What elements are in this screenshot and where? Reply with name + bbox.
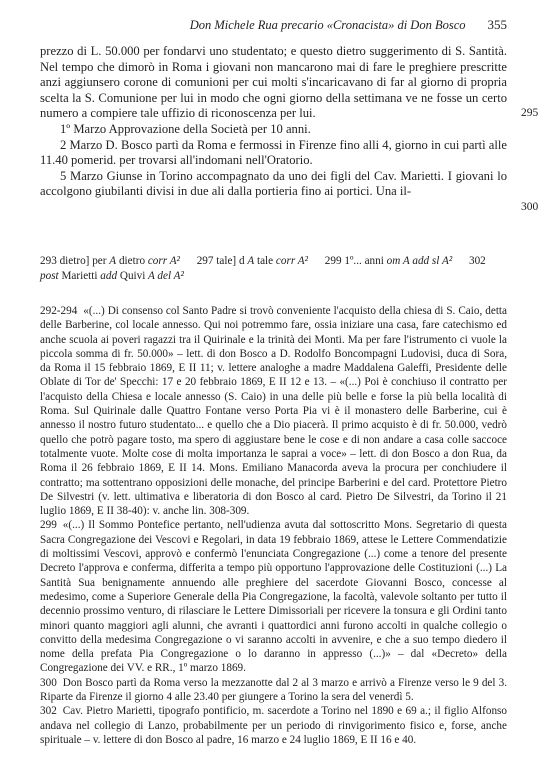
- note-text: Don Bosco partì da Roma verso la mezzanotte dal 2 al 3 marzo e arrivò a Firenze verso le 9 del 3. Riparte da Firenze il giorno 4 alle 23.40 per giungere a Torino la sera del venerdì 5.: [40, 676, 507, 704]
- line-number: 295: [521, 107, 539, 119]
- main-paragraph: prezzo di L. 50.000 per fondarvi uno studentato; e questo dietro suggerimento di S. Santità. Nel tempo che dimorò in Roma i giovani non mancarono mai di fare le preghiere prescritte anzi aggiunsero corone di comunioni per cui molti s'incaricavano di far al giorno di propria scelta la S. Comunione per lui in modo che ogni giorno della settimana ve ne fosse un certo numero a compiere tale uffizio di riconoscenza per lui.: [40, 44, 507, 121]
- note-paragraph: [40, 304, 507, 518]
- main-text: [40, 44, 507, 200]
- note-ref: 292-294: [40, 305, 78, 317]
- running-title: Don Michele Rua precario «Cronacista» di Don Bosco: [189, 18, 466, 32]
- apparatus-entry: 302 post Marietti add Quivi A del A²: [40, 255, 486, 282]
- main-paragraph: 2 Marzo D. Bosco partì da Roma e fermossi in Firenze fino alli 4, giorno in cui partì alle 11.40 pomerid. per trovarsi all'indomani nell'Oratorio.: [40, 137, 507, 168]
- note-ref: 299: [40, 519, 57, 532]
- main-paragraph: 1º Marzo Approvazione della Società per 10 anni.: [60, 121, 311, 136]
- line-number: 300: [521, 201, 539, 213]
- apparatus-entry: 293 dietro] per A dietro corr A²: [40, 255, 180, 267]
- apparatus-entry: 299 1º... anni om A add sl A²: [324, 255, 453, 267]
- apparatus-entry: 297 tale] d A tale corr A²: [196, 255, 308, 267]
- historical-notes: [40, 304, 507, 747]
- note-paragraph: [40, 704, 507, 747]
- note-ref: 302: [40, 705, 57, 718]
- note-text: «(...) Di consenso col Santo Padre si trovò conveniente l'acquisto della chiesa di S. Caio, detta delle Barberine, col locale annesso. Qui noi potremmo fare, ossia iniziare una casa, fare catechismo ed anche scuola ai poveri ragazzi tra il Quirinale e la trinità dei Monti. Ma per fare l'istrumento ci vuole la piccola somma di fr. 50.000» – lett. di don Bosco a D. Rodolfo Boncompagni Ludovisi, duca di Sora, da Roma il 15 febbraio 1869, E II 11; v. lettere analoghe a madre Maddalena Galeffi, Presidente delle Oblate di Tor de' Specchi: 17 e 20 febbraio 1869, E II 12 e 13. – «(...) Poi è conchiuso il contratto per l'acquisto della Chiesa e locale annesso (S. Caio) in una delle più belle e forse la più bella località di Roma. Sul Quirinale dalle Quattro Fontane verso Porta Pia vi è il monastero delle Barberine, cui è annesso il nostro futuro studentato... e quello che a Dio piacerà. Il primo acquisto è di fr. 50.000, vedrò quello che potrò pagare tosto, ma spero di aggiustare bene le cose e di non andare a casa colle saccoce totalmente vuote. Molte cose di molta importanza le saprai a voce» – lett. di don Bosco a don Rua, da Roma il 26 febbraio 1869, E II 14. Mons. Emiliano Manacorda aveva la procura per conchiudere il contratto; ma sottentrano opposizioni delle monache, del principe Barberini e del card. Protettore Pietro De Silvestri (v. lett. ultimativa e liberatoria di don Bosco al card. Pietro De Silvestri, da Torino il 21 luglio 1869, E II 38-40): v. anche lin. 308-309.: [40, 305, 507, 518]
- main-paragraph: 5 Marzo Giunse in Torino accompagnato da uno dei figli del Cav. Marietti. I giovani lo accolgono giubilanti divisi in due ali dalla portieria fino ai portici. Una il-: [40, 168, 507, 199]
- note-paragraph: [40, 518, 507, 675]
- note-text: «(...) Il Sommo Pontefice pertanto, nell'udienza avuta dal sottoscritto Mons. Segretario di questa Sacra Congregazione dei Vescovi e Regolari, in data 19 febbraio 1869, attese le Lettere Commendatizie di moltissimi Vescovi, approvò e confermò l'enunciata Congregazione (...) come a tenore del presente Decreto l'approva e conferma, differita a tempo più opportuno l'approvazione delle Costituzioni (...) La Santità Sua benignamente annuendo alle preghiere del sacerdote Giovanni Bosco, concesse al medesimo, come a Superiore Generale della Pia Congregazione, la facoltà, valevole soltanto per tutto il decennio prossimo venturo, di rilasciare le Lettere Dimissoriali per ricevere la tonsura e gli Ordini tanto minori quanto maggiori agli alunni, che avranti i quattordici anni furono accolti in qualche collegio o convitto della medesima Congregazione o vi saranno accolti in avvenire, e che a suo tempo diedero il nome della prefata Pia Congregazione o lo daranno in appresso (...)» – dal «Decreto» della Congregazione dei VV. e RR., 1º marzo 1869.: [40, 519, 507, 675]
- note-paragraph: [40, 676, 507, 705]
- page-number: 355: [487, 17, 507, 32]
- running-header: [40, 17, 507, 33]
- note-ref: 300: [40, 676, 57, 689]
- critical-apparatus: [40, 254, 507, 284]
- note-text: Cav. Pietro Marietti, tipografo pontificio, m. sacerdote a Torino nel 1890 e 69 a.; il figlio Alfonso andava nel collegio di Lanzo, probabilmente per un periodo di rinvigorimento fisico e, forse, anche spirituale – v. lettere di don Bosco al padre, 16 marzo e 24 luglio 1869, E II 16 e 40.: [40, 705, 507, 746]
